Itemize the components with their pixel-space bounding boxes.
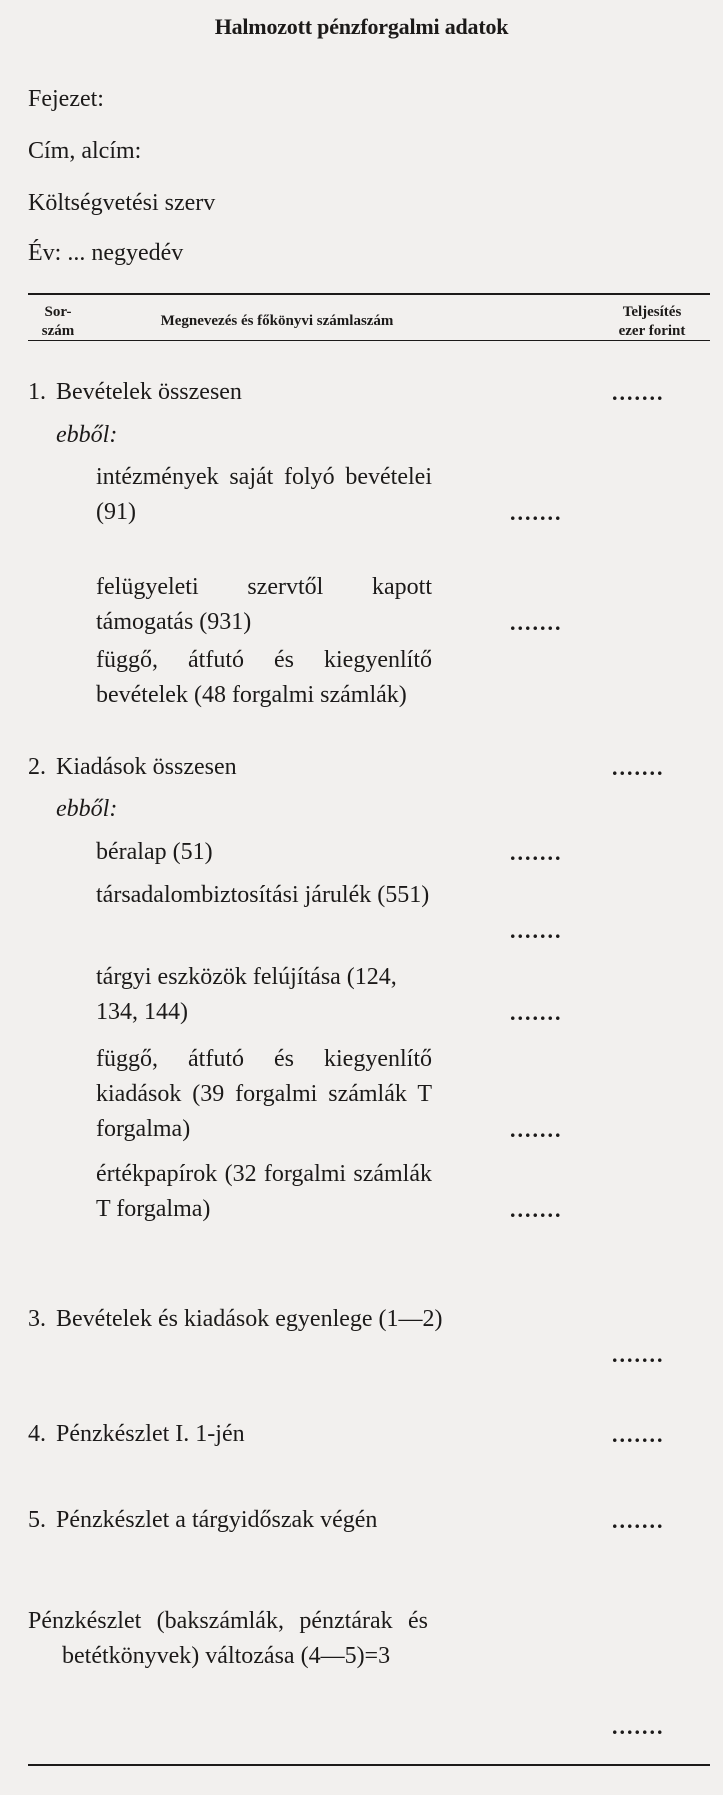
field-ev-negyedev: Év: ... negyedév [28, 240, 184, 266]
sub-item-sajat-bevetelek: intézmények saját folyó bevételei (91) [96, 464, 432, 525]
value-dots: ....... [612, 1508, 665, 1533]
sub-item-tb-jarulek: társadalombiztosítási járulék (551) [96, 882, 430, 908]
document-title: Halmozott pénzforgalmi adatok [214, 14, 509, 39]
row-label-valtozas [28, 1604, 428, 1674]
table-top-rule [28, 293, 710, 295]
sub-item-beralap: béralap (51) [96, 839, 213, 865]
row-label-kiadasok: Kiadások összesen [56, 754, 237, 780]
value-dots: ....... [510, 500, 563, 525]
sub-item-targyi-eszkozok: tárgyi eszközök felújítása (124, 134, 144) [96, 964, 397, 1025]
value-dots: ....... [612, 380, 665, 405]
value-dots: ....... [510, 918, 563, 943]
table-bottom-rule [28, 1764, 710, 1766]
row-number: 2. [28, 754, 46, 780]
column-header-megnevezes: Megnevezés és főkönyvi számlaszám [160, 313, 394, 329]
row-label-bevetelek: Bevételek összesen [56, 379, 242, 405]
row-number: 1. [28, 379, 46, 405]
sub-item-fuggo-kiadasok: függő, átfutó és kiegyenlítő kiadások (39 forgalmi számlák T forgalma) [96, 1046, 432, 1142]
table-header-rule [28, 340, 710, 341]
row-label-penzkeszlet-vegen: Pénzkészlet a tárgyidőszak végén [56, 1507, 378, 1533]
sub-item-felugyeleti-tamogatas: felügyeleti szervtől kapott támogatás (931) [96, 574, 432, 635]
value-dots: ....... [612, 1342, 665, 1367]
value-dots: ....... [510, 1117, 563, 1142]
ebbol-label: ebből: [56, 422, 118, 448]
value-dots: ....... [612, 1714, 665, 1739]
row-number: 4. [28, 1421, 46, 1447]
value-dots: ....... [510, 840, 563, 865]
valtozas-text: Pénzkészlet (bakszámlák, pénztárak és betétkönyvek) változása (4—5)=3 [28, 1608, 428, 1669]
value-dots: ....... [612, 755, 665, 780]
row-number: 5. [28, 1507, 46, 1533]
value-dots: ....... [510, 1000, 563, 1025]
field-cim-alcim: Cím, alcím: [28, 138, 142, 164]
row-label-penzkeszlet-jan1: Pénzkészlet I. 1-jén [56, 1421, 245, 1447]
column-header-sorszam: Sor- szám [41, 304, 75, 339]
sub-item-fuggo-bevetelek: függő, átfutó és kiegyenlítő bevételek (48 forgalmi számlák) [96, 647, 432, 708]
field-fejezet: Fejezet: [28, 86, 104, 112]
sub-item-ertekpapirok: értékpapírok (32 forgalmi számlák T forgalma) [96, 1161, 432, 1222]
value-dots: ....... [612, 1422, 665, 1447]
ebbol-label: ebből: [56, 796, 118, 822]
row-number: 3. [28, 1306, 46, 1332]
value-dots: ....... [510, 1197, 563, 1222]
column-header-teljesites: Teljesítés ezer forint [618, 304, 686, 339]
row-label-egyenleg: Bevételek és kiadások egyenlege (1—2) [56, 1306, 443, 1332]
value-dots: ....... [510, 610, 563, 635]
field-koltsegvetesi-szerv: Költségvetési szerv [28, 190, 216, 216]
